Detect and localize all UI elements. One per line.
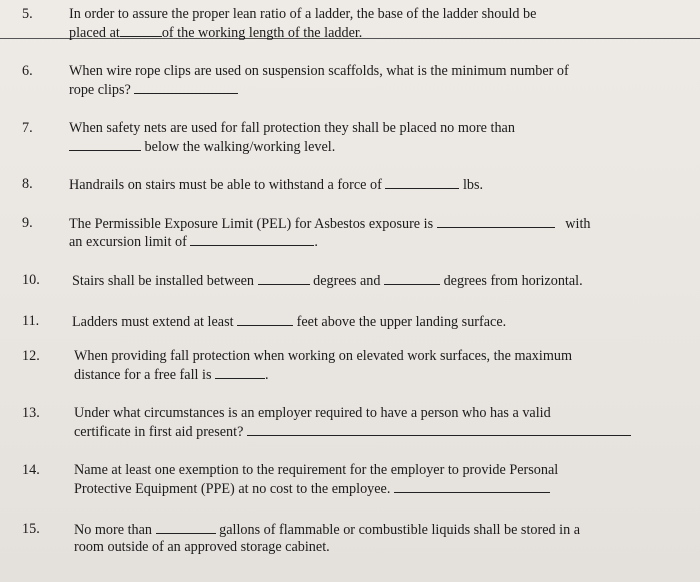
question-text-part: with: [565, 216, 591, 232]
question-text-part: certificate in first aid present?: [74, 424, 244, 440]
question-number: 13.: [22, 405, 40, 421]
question-text-part: degrees from horizontal.: [443, 273, 583, 289]
answer-blank[interactable]: [237, 313, 293, 326]
question-number: 6.: [22, 63, 33, 79]
question-number: 11.: [22, 313, 40, 329]
question-number: 15.: [22, 521, 40, 537]
question-text-part: gallons of flammable or combustible liquids shall be stored in a: [219, 522, 581, 538]
answer-blank[interactable]: [258, 272, 310, 285]
answer-blank[interactable]: [134, 81, 238, 94]
answer-blank[interactable]: [384, 272, 440, 285]
question-text-part: Stairs shall be installed between: [72, 273, 255, 289]
question-text: When wire rope clips are used on suspension scaffolds, what is the minimum number of: [69, 63, 569, 79]
question-text-cont: room outside of an approved storage cabinet.: [74, 539, 330, 555]
question-text-part: below the walking/working level.: [144, 139, 336, 155]
question-number: 14.: [22, 462, 40, 478]
question-text-part: an excursion limit of: [69, 234, 187, 250]
question-text-cont: [74, 480, 550, 498]
question-text-part: feet above the upper landing surface.: [296, 314, 507, 330]
question-text: When providing fall protection when working on elevated work surfaces, the maximum: [74, 348, 572, 364]
question-text-part: lbs.: [462, 177, 484, 193]
answer-blank[interactable]: [385, 176, 459, 189]
question-text: Under what circumstances is an employer required to have a person who has a valid: [74, 405, 551, 421]
question-text-cont: [74, 423, 631, 441]
answer-blank[interactable]: [437, 215, 555, 228]
question-number: 9.: [22, 215, 33, 231]
question-text: In order to assure the proper lean ratio of a ladder, the base of the ladder should be: [69, 6, 537, 22]
question-text-part: Ladders must extend at least: [72, 314, 234, 330]
question-number: 10.: [22, 272, 40, 288]
question-text: When safety nets are used for fall protection they shall be placed no more than: [69, 120, 515, 136]
question-text-part: degrees and: [313, 273, 381, 289]
question-text-part: .: [265, 367, 269, 383]
question-number: 12.: [22, 348, 40, 364]
question-text-cont: [69, 81, 238, 99]
question-text-cont: [69, 233, 318, 251]
answer-blank[interactable]: [247, 423, 631, 436]
question-text-cont: [74, 366, 269, 384]
answer-blank[interactable]: [69, 138, 141, 151]
question-text-part: rope clips?: [69, 82, 131, 98]
question-text: [72, 272, 583, 290]
answer-blank[interactable]: [215, 366, 265, 379]
question-text-part: of the working length of the ladder.: [161, 25, 363, 41]
answer-blank[interactable]: [156, 521, 216, 534]
question-text: Name at least one exemption to the requirement for the employer to provide Personal: [74, 462, 559, 478]
question-text: [74, 521, 580, 539]
question-text-part: The Permissible Exposure Limit (PEL) for Asbestos exposure is: [69, 216, 434, 232]
question-text-cont: [69, 24, 362, 42]
question-text-part: placed at: [69, 25, 120, 41]
question-number: 7.: [22, 120, 33, 136]
question-text-part: .: [314, 234, 318, 250]
question-text-cont: [69, 138, 335, 156]
question-number: 8.: [22, 176, 33, 192]
question-text-part: distance for a free fall is: [74, 367, 212, 383]
answer-blank[interactable]: [394, 480, 550, 493]
question-text-part: Protective Equipment (PPE) at no cost to the employee.: [74, 481, 391, 497]
question-text: [72, 313, 506, 331]
question-text: [69, 176, 483, 194]
question-text-part: Handrails on stairs must be able to withstand a force of: [69, 177, 382, 193]
question-text-part: No more than: [74, 522, 153, 538]
question-text: [69, 215, 591, 233]
answer-blank[interactable]: [120, 24, 162, 37]
question-number: 5.: [22, 6, 33, 22]
answer-blank[interactable]: [190, 233, 314, 246]
